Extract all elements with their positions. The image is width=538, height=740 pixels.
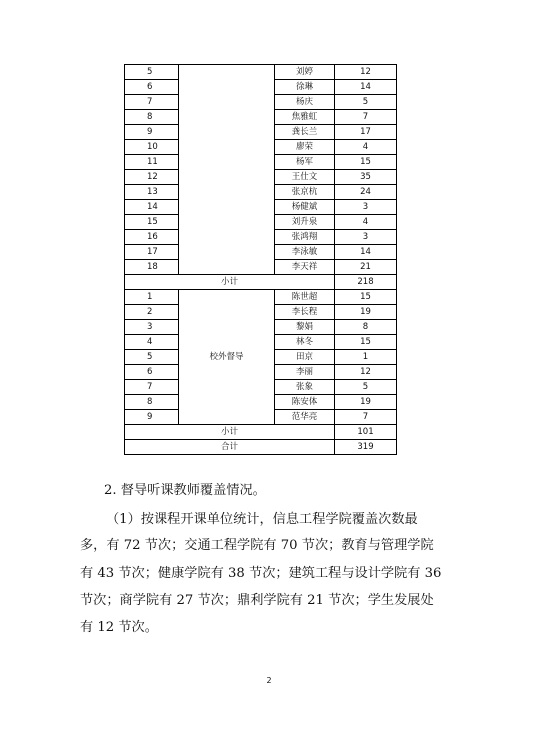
row-number: 7 (125, 380, 179, 395)
supervisor-name: 王仕文 (275, 170, 335, 185)
supervisor-name: 徐琳 (275, 80, 335, 95)
row-number: 15 (125, 215, 179, 230)
subtotal-row (125, 275, 397, 290)
table-row (125, 290, 397, 305)
visit-count: 21 (335, 260, 397, 275)
row-number: 8 (125, 395, 179, 410)
row-number: 5 (125, 65, 179, 80)
group-label-cell: 校外督导 (179, 290, 275, 425)
supervisor-name: 张象 (275, 380, 335, 395)
row-number: 8 (125, 110, 179, 125)
supervisor-name: 龚长兰 (275, 125, 335, 140)
supervisor-name: 林冬 (275, 335, 335, 350)
row-number: 12 (125, 170, 179, 185)
visit-count: 19 (335, 395, 397, 410)
page-number: 2 (266, 676, 272, 685)
visit-count: 4 (335, 215, 397, 230)
row-number: 13 (125, 185, 179, 200)
supervisor-name: 范华亮 (275, 410, 335, 425)
supervisor-name: 田京 (275, 350, 335, 365)
visit-count: 12 (335, 365, 397, 380)
supervisor-table-body (125, 65, 397, 455)
row-number: 16 (125, 230, 179, 245)
row-number: 7 (125, 95, 179, 110)
row-number: 2 (125, 305, 179, 320)
subtotal-row-2-count: 101 (335, 425, 397, 440)
visit-count: 12 (335, 65, 397, 80)
row-number: 17 (125, 245, 179, 260)
group-label-cell (179, 65, 275, 275)
visit-count: 24 (335, 185, 397, 200)
total-row (125, 440, 397, 455)
supervisor-name: 廖荣 (275, 140, 335, 155)
supervisor-name: 李丽 (275, 365, 335, 380)
supervisor-name: 黎娟 (275, 320, 335, 335)
row-number: 1 (125, 290, 179, 305)
visit-count: 7 (335, 410, 397, 425)
subtotal-row-2 (125, 425, 397, 440)
visit-count: 3 (335, 230, 397, 245)
paragraph-line-3: 有 43 节次；健康学院有 38 节次；建筑工程与设计学院有 36 (80, 566, 442, 581)
visit-count: 15 (335, 335, 397, 350)
supervisor-name: 杨军 (275, 155, 335, 170)
supervisor-name: 陈世超 (275, 290, 335, 305)
visit-count: 17 (335, 125, 397, 140)
supervisor-name: 李天祥 (275, 260, 335, 275)
visit-count: 4 (335, 140, 397, 155)
supervisor-name: 李长程 (275, 305, 335, 320)
visit-count: 8 (335, 320, 397, 335)
row-number: 4 (125, 335, 179, 350)
row-number: 5 (125, 350, 179, 365)
row-number: 3 (125, 320, 179, 335)
subtotal-row-2-label: 小计 (125, 425, 335, 440)
total-row-count: 319 (335, 440, 397, 455)
supervisor-name: 杨健斌 (275, 200, 335, 215)
total-row-label: 合计 (125, 440, 335, 455)
row-number: 18 (125, 260, 179, 275)
supervisor-name: 张京杭 (275, 185, 335, 200)
supervisor-name: 焦雅虹 (275, 110, 335, 125)
supervisor-name: 李泳敏 (275, 245, 335, 260)
visit-count: 1 (335, 350, 397, 365)
row-number: 11 (125, 155, 179, 170)
row-number: 14 (125, 200, 179, 215)
visit-count: 19 (335, 305, 397, 320)
supervisor-name: 陈安体 (275, 395, 335, 410)
table-row (125, 65, 397, 80)
row-number: 6 (125, 80, 179, 95)
visit-count: 14 (335, 80, 397, 95)
visit-count: 15 (335, 290, 397, 305)
supervisor-name: 刘升泉 (275, 215, 335, 230)
row-number: 9 (125, 125, 179, 140)
row-number: 10 (125, 140, 179, 155)
supervisor-name: 杨庆 (275, 95, 335, 110)
visit-count: 7 (335, 110, 397, 125)
supervisor-name: 张鸿翔 (275, 230, 335, 245)
row-number: 6 (125, 365, 179, 380)
supervisor-table (124, 64, 397, 455)
visit-count: 5 (335, 380, 397, 395)
paragraph-line-4: 节次；商学院有 27 节次；鼎利学院有 21 节次；学生发展处 (80, 593, 434, 608)
visit-count: 35 (335, 170, 397, 185)
subtotal-row-label: 小计 (125, 275, 335, 290)
row-number: 9 (125, 410, 179, 425)
paragraph-line-2: 多，有 72 节次；交通工程学院有 70 节次；教育与管理学院 (80, 538, 434, 553)
visit-count: 3 (335, 200, 397, 215)
supervisor-name: 刘婷 (275, 65, 335, 80)
visit-count: 14 (335, 245, 397, 260)
visit-count: 15 (335, 155, 397, 170)
section-heading: 2. 督导听课教师覆盖情况。 (104, 483, 266, 498)
visit-count: 5 (335, 95, 397, 110)
paragraph-line-5: 有 12 节次。 (80, 620, 158, 635)
subtotal-row-count: 218 (335, 275, 397, 290)
paragraph-line-1: （1）按课程开课单位统计，信息工程学院覆盖次数最 (106, 512, 418, 527)
